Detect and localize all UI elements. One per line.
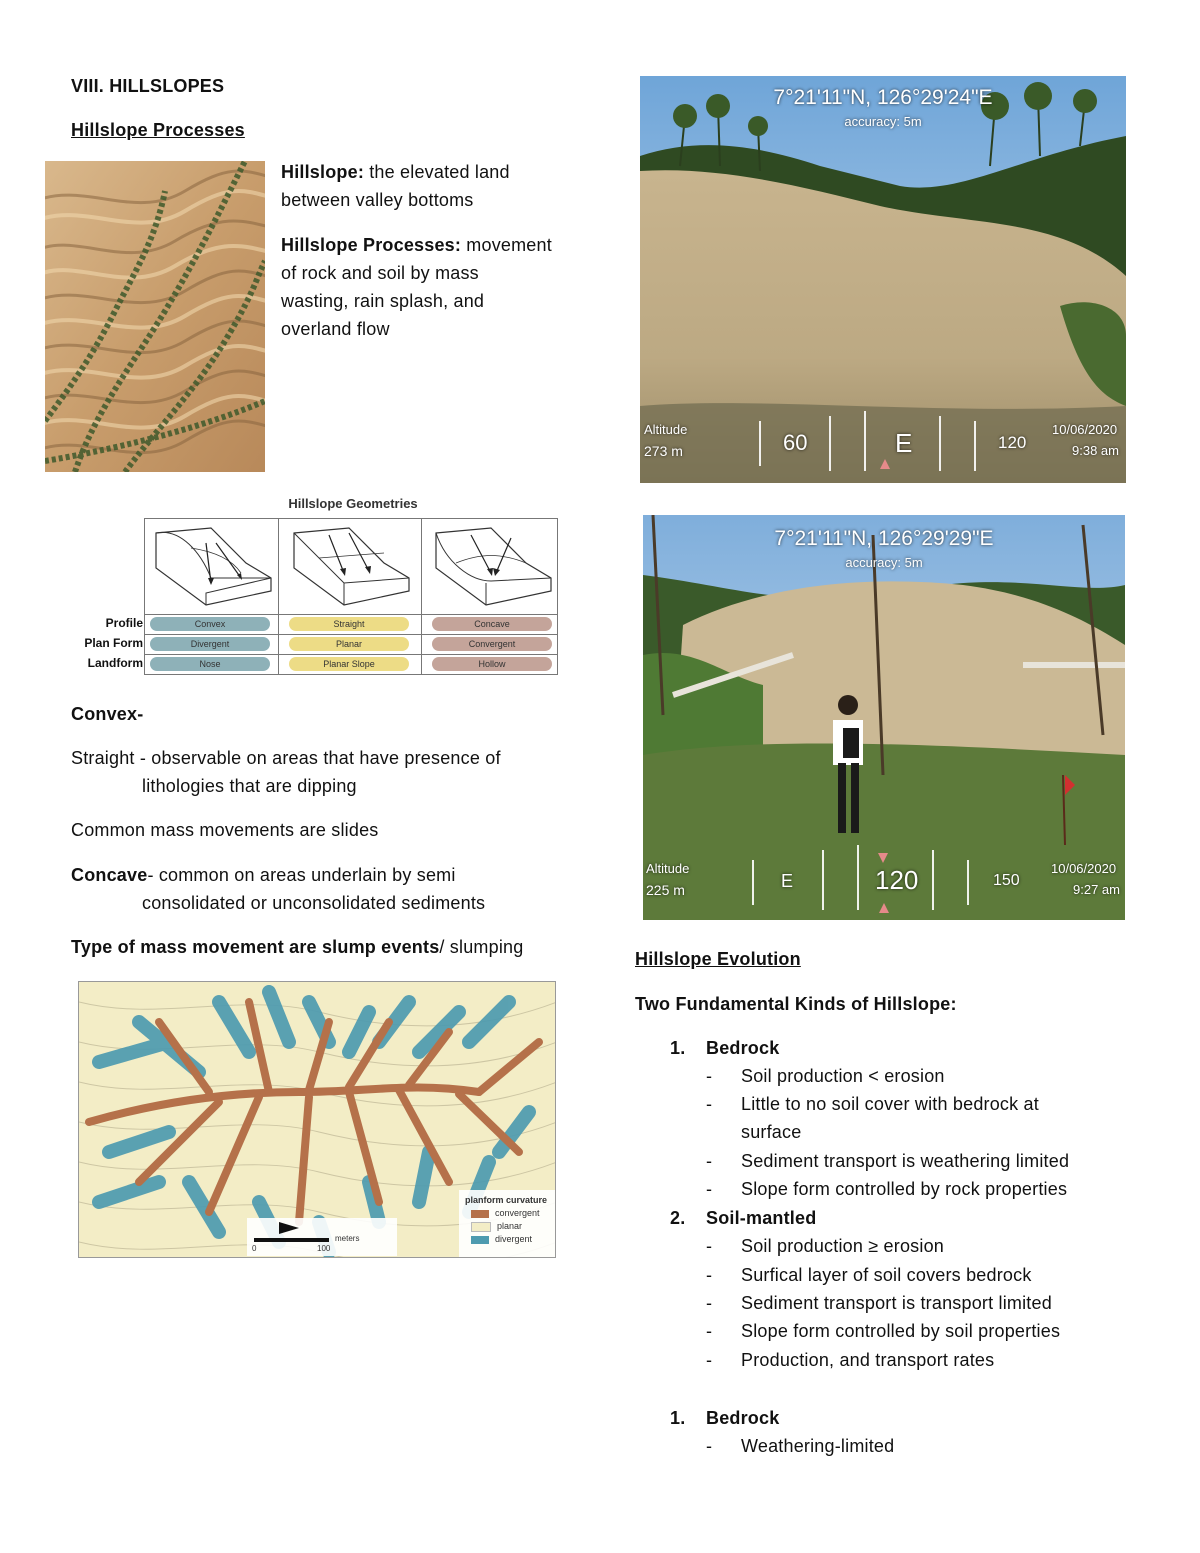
mass-movement-type-bold: Type of mass movement are slump events <box>71 937 440 957</box>
page-heading: VIII. HILLSLOPES <box>71 76 225 96</box>
bullet-dash: - <box>706 1436 713 1456</box>
soil-bullet-4: Slope form controlled by soil properties <box>741 1321 1061 1341</box>
bullet-dash: - <box>706 1236 713 1256</box>
bedrock-bullet-1: Soil production < erosion <box>741 1066 945 1086</box>
item-number: 1. <box>670 1408 686 1428</box>
photo1-compass-120: 120 <box>998 433 1027 452</box>
photo1-date: 10/06/2020 <box>1052 422 1118 437</box>
processes-term: Hillslope Processes: <box>281 235 462 255</box>
soil-bullet-1: Soil production ≥ erosion <box>741 1236 944 1256</box>
processes-definition-line3: wasting, rain splash, and <box>281 291 485 311</box>
geometries-title: Hillslope Geometries <box>288 496 418 511</box>
hillslope-definition-line2: between valley bottoms <box>281 190 474 210</box>
pill-convergent: Convergent <box>432 637 552 651</box>
note-straight-line1: Straight - observable on areas that have presence of <box>71 748 501 768</box>
hillslope-definition-line1 <box>281 158 510 186</box>
photo2-compass-150: 150 <box>993 872 1020 889</box>
concave-block-diagram <box>431 523 556 611</box>
bullet-dash: - <box>706 1321 713 1341</box>
photo1-time: 9:38 am <box>1072 443 1119 458</box>
bullet-dash: - <box>706 1066 713 1086</box>
item-number: 1. <box>670 1038 686 1058</box>
evolution-subtitle: Two Fundamental Kinds of Hillslope: <box>635 994 957 1014</box>
landslide-photo-1 <box>640 76 1126 483</box>
bedrock-bullet-3: Sediment transport is weathering limited <box>741 1151 1070 1171</box>
desert-ridges-image <box>45 161 265 472</box>
scale-unit: meters <box>335 1234 360 1243</box>
photo1-compass-e: E <box>895 428 913 458</box>
pill-concave: Concave <box>432 617 552 631</box>
legend-swatch-convergent <box>471 1210 489 1218</box>
note-straight-line2: lithologies that are dipping <box>142 776 357 796</box>
photo2-compass-e: E <box>781 871 794 891</box>
note-common-movements: Common mass movements are slides <box>71 820 379 840</box>
map-legend-planar <box>471 1221 522 1232</box>
mass-movement-type-rest: / slumping <box>439 937 524 957</box>
photo2-coords: 7°21'11"N, 126°29'29"E <box>774 527 994 550</box>
legend-label-planar: planar <box>497 1221 523 1231</box>
row-label-profile: Profile <box>105 616 143 630</box>
straight-block-diagram <box>289 523 414 611</box>
legend-label-convergent: convergent <box>495 1208 540 1218</box>
scale-end: 100 <box>317 1244 331 1253</box>
section-title-processes: Hillslope Processes <box>71 120 245 140</box>
legend-swatch-planar <box>471 1222 491 1232</box>
photo2-altitude-label: Altitude <box>646 861 690 876</box>
processes-def-text: movement <box>461 235 552 255</box>
item-number: 2. <box>670 1208 686 1228</box>
bedrock-bullet-2-cont: surface <box>741 1122 802 1142</box>
hillslope-term: Hillslope: <box>281 162 365 182</box>
bullet-dash: - <box>706 1151 713 1171</box>
legend-swatch-divergent <box>471 1236 489 1244</box>
note-concave-line1 <box>71 861 456 889</box>
item-bedrock-label: Bedrock <box>706 1038 780 1058</box>
processes-definition-line2: of rock and soil by mass <box>281 263 479 283</box>
item-bedrock-repeat-label: Bedrock <box>706 1408 780 1428</box>
photo1-altitude-value: 273 m <box>644 443 683 459</box>
photo1-compass-60: 60 <box>783 430 808 455</box>
legend-label-divergent: divergent <box>495 1234 533 1244</box>
bullet-dash: - <box>706 1350 713 1370</box>
pill-straight: Straight <box>289 617 409 631</box>
map-legend-convergent <box>471 1208 540 1218</box>
bedrock-bullet-4: Slope form controlled by rock properties <box>741 1179 1068 1199</box>
hillslope-geometries-figure <box>73 495 563 680</box>
soil-bullet-2: Surfical layer of soil covers bedrock <box>741 1265 1032 1285</box>
row-label-landform: Landform <box>87 656 143 670</box>
note-mass-movement-type <box>71 933 523 961</box>
processes-definition-line1 <box>281 231 552 259</box>
photo2-date: 10/06/2020 <box>1051 861 1117 876</box>
concave-text: - common on areas underlain by semi <box>147 865 456 885</box>
note-concave-line2: consolidated or unconsolidated sediments <box>142 893 486 913</box>
bedrock-repeat-bullet: Weathering-limited <box>741 1436 895 1456</box>
photo2-altitude-value: 225 m <box>646 882 685 898</box>
photo2-accuracy: accuracy: 5m <box>845 555 923 570</box>
convex-block-diagram <box>151 523 276 611</box>
hillslope-def-text: the elevated land <box>364 162 510 182</box>
map-legend-divergent <box>471 1234 532 1244</box>
scale-start: 0 <box>252 1244 257 1253</box>
bullet-dash: - <box>706 1094 713 1114</box>
photo1-coords: 7°21'11"N, 126°29'24"E <box>773 86 993 109</box>
note-convex: Convex- <box>71 704 144 724</box>
pill-divergent: Divergent <box>150 637 270 651</box>
soil-bullet-5: Production, and transport rates <box>741 1350 995 1370</box>
soil-bullet-3: Sediment transport is transport limited <box>741 1293 1052 1313</box>
planform-curvature-map <box>78 981 556 1258</box>
pill-convex: Convex <box>150 617 270 631</box>
bullet-dash: - <box>706 1179 713 1199</box>
pill-planar-slope: Planar Slope <box>289 657 409 671</box>
item-soil-mantled-label: Soil-mantled <box>706 1208 817 1228</box>
photo2-compass-120: 120 <box>875 865 919 895</box>
bullet-dash: - <box>706 1293 713 1313</box>
pill-nose: Nose <box>150 657 270 671</box>
bedrock-bullet-2: Little to no soil cover with bedrock at <box>741 1094 1039 1114</box>
bullet-dash: - <box>706 1265 713 1285</box>
processes-definition-line4: overland flow <box>281 319 390 339</box>
photo1-altitude-label: Altitude <box>644 422 688 437</box>
concave-term: Concave <box>71 865 148 885</box>
row-label-plan-form: Plan Form <box>84 636 143 650</box>
pill-hollow: Hollow <box>432 657 552 671</box>
pill-planar: Planar <box>289 637 409 651</box>
map-legend-title: planform curvature <box>465 1195 548 1205</box>
section-title-evolution: Hillslope Evolution <box>635 949 801 969</box>
photo2-time: 9:27 am <box>1073 882 1120 897</box>
landslide-photo-2 <box>643 515 1125 920</box>
photo1-accuracy: accuracy: 5m <box>844 114 922 129</box>
